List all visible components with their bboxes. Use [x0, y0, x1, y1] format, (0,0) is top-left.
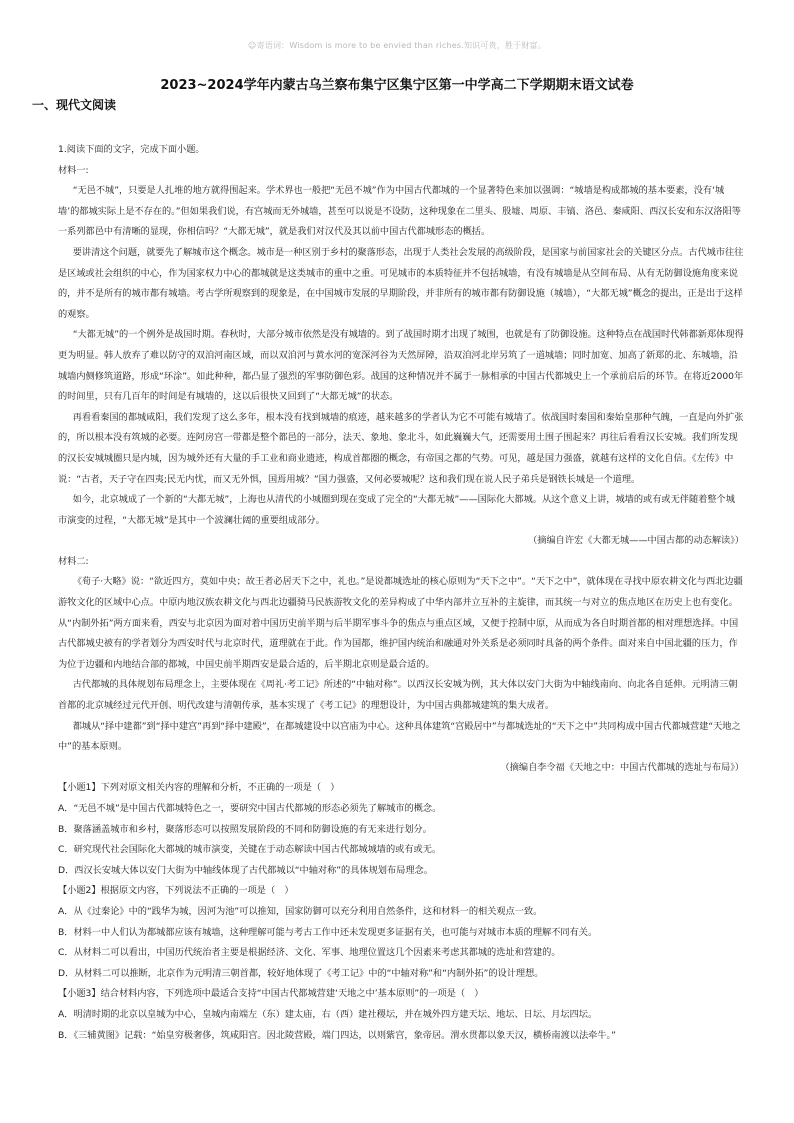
material-one-label: 材料一:	[58, 164, 89, 176]
question-option: D．西汉长安城大体以安门大街为中轴线体现了古代都城以“中轴对称”的具体规划布局理念。	[58, 864, 433, 876]
material-two-paragraph: 都城从“择中建都”到“择中建宫”再到“择中建殿”，在都城建设中以宫庙为中心。这种具体建筑“宫殿居中”与都城选址的“天下之中”共同构成中国古代都城营建“天地之中”的基本原则。	[58, 720, 741, 753]
material-one-paragraph: “无邑不城”，只要是人扎堆的地方就得围起来。学术界也一般把“无邑不城”作为中国古代都城的一个显著特色来加以强调：“城墙是构成都城的基本要素，没有‘城墙’的都城实际上是不存在的。”但如果我们说，有宫城而无外城墙，甚至可以说是不设防，这种现象在二里头、殷墟、周原、丰镐、洛邑、秦咸阳、西汉长安和东汉洛阳等一系列都邑中有清晰的显现，你相信吗？“大都无城”，就是我们对汉代及其以前中国古代都城形态的概括。	[58, 185, 741, 238]
material-two-paragraph: 古代都城的具体规划布局理念上，主要体现在《周礼·考工记》所述的“中轴对称”。以西汉长安城为例，其大体以安门大街为中轴线南向、向北各自延伸。元明清三朝首都的北京城经过元代开创、明代改建与清朝传承，基本实现了《考工记》的理想设计，为中国古典都城建筑的集大成者。	[58, 679, 738, 712]
material-one-source: （摘编自许宏《大都无城——中国古都的动态解读》）	[528, 535, 744, 547]
material-two-label: 材料二:	[58, 555, 89, 567]
page-title: 2023~2024学年内蒙古乌兰察布集宁区集宁区第一中学高二下学期期末语文试卷	[160, 78, 634, 93]
section-heading: 一、现代文阅读	[32, 98, 117, 112]
watermark-text: ☺寄语词：Wisdom is more to be envied than riches.知识可贵，胜于财富。	[248, 41, 546, 50]
question-option: B．《三辅黄图》记载：“始皇穷极奢侈，筑咸阳宫。因北陵营殿，端门四达，以则紫宫，象帝居。渭水贯都以象天汉，横桥南渡以法牵牛。”	[58, 1029, 616, 1041]
material-two-source: （摘编自李令福《天地之中：中国古代都城的选址与布局》）	[500, 761, 744, 773]
document-body	[58, 140, 744, 1046]
question-stem: 【小题1】下列对原文相关内容的理解和分析，不正确的一项是（ ）	[58, 782, 340, 794]
material-two-paragraph: 《荀子·大略》说：“欲近四方，莫如中央；故王者必居天下之中，礼也。”是说都城选址的核心原则为“天下之中”。“天下之中”，就体现在寻找中原农耕文化与西北边疆游牧文化的区域中心点。中原内地汉族农耕文化与西北边疆骑马民族游牧文化的差异构成了中华内部并立互补的主旋律，而其统一与对立的焦点地区在历史上也有变化。从“内制外拓”两方面来看，西安与北京因为面对着中国历史前半期与后半期军事斗争的焦点与重点区域，又便于控制中原，从而成为各自时期首都的相对理想选择。中国古代都城史被有的学者划分为西安时代与北京时代，道理就在于此。作为国都，维护国内统治和融通对外关系是必须同时具备的两个条件。面对来自中国北疆的压力，作为位于边疆和内地结合部的都城，中国史前半期西安是最合适的，后半期北京则是最合适的。	[58, 576, 743, 670]
material-one-paragraph: 如今，北京城成了一个新的“大都无城”，上海也从清代的小城圈到现在变成了完全的“大都无城”——国际化大都城。从这个意义上讲，城墙的或有或无伴随着整个城市演变的过程，“大都无城”是其中一个波澜壮阔的重要组成部分。	[58, 494, 735, 526]
question-stem: 【小题3】结合材料内容，下列选项中最适合支持“中国古代都城营建‘天地之中’基本原则”的一项是（ ）	[58, 988, 484, 1000]
question-option: B．聚落涵盖城市和乡村，聚落形态可以按照发展阶段的不同和防御设施的有无来进行划分。	[58, 823, 432, 835]
question-option: C．研究现代社会国际化大都城的城市演变，关键在于动态解读中国古代都城城墙的或有或无。	[58, 844, 442, 856]
question-option: B．材料一中人们认为都城都应该有城墙，这种理解可能与考古工作中还未发现更多证据有关，也可能与对城市本质的理解不同有关。	[58, 926, 598, 938]
material-one-paragraph: 要讲清这个问题，就要先了解城市这个概念。城市是一种区别于乡村的聚落形态，出现于人类社会发展的高级阶段，是国家与前国家社会的关键区分点。古代城市往往是区域或社会组织的中心，作为国家权力中心的都城就是这类城市的重中之重。可见城市的本质特征并不包括城墙，有没有城墙是从空间布局、从有无防御设施角度来说的，并不是所有的城市都有城墙。考古学所观察到的现象是，在中国城市发展的早期阶段，并非所有的城市都有防御设施（城墙），“大都无城”概念的提出，正是出于这样的观察。	[58, 246, 744, 320]
question-option: A．明清时期的北京以皇城为中心，皇城内南端左（东）建太庙，右（西）建社稷坛，并在城外四方建天坛、地坛、日坛、月坛四坛。	[58, 1008, 598, 1020]
question-stem: 【小题2】根据原文内容，下列说法不正确的一项是（ ）	[58, 885, 294, 897]
question-option: D．从材料二可以推断，北京作为元明清三朝首都，较好地体现了《考工记》中的“中轴对称”和“内制外拓”的设计理想。	[58, 967, 544, 979]
question-option: A．从《过秦论》中的“践华为城，因河为池”可以推知，国家防御可以充分利用自然条件，这和材料一的相关观点一致。	[58, 905, 543, 917]
material-one-paragraph: “大都无城”的一个例外是战国时期。春秋时，大部分城市依然是没有城墙的。到了战国时期才出现了城围，也就是有了防御设施。这种特点在战国时代韩都新郑体现得更为明显。韩人放弃了难以防守的双洎河南区域，而以双洎河与黄水河的宽深河谷为天然屏障，沿双洎河北岸另筑了一道城墙；同时加宽、加高了新郑的北、东城墙，沿城墙内侧修筑道路，形成“环涂”。如此种种，都凸显了强烈的军事防御色彩。战国的这种情况并不属于一脉相承的中国古代都城史上一个承前启后的环节。在将近2000年的时间里，只有几百年的时间是有城墙的，这以后很快又回到了“大都无城”的状态。	[58, 329, 744, 403]
question-option: A．“无邑不城”是中国古代都城特色之一，要研究中国古代都城的形态必须先了解城市的概念。	[58, 803, 442, 814]
question-option: C．从材料二可以看出，中国历代统治者主要是根据经济、文化、军事、地理位置这几个因素来考虑其都城的选址和营建的。	[58, 947, 561, 959]
material-one-paragraph: 再看看秦国的都城咸阳，我们发现了这么多年，根本没有找到城墙的痕迹，越来越多的学者认为它不可能有城墙了。依战国时秦国和秦始皇那种气魄，一直是向外扩张的，所以根本没有筑城的必要。连阿房宫一带都是整个都邑的一部分，法天、象地、象北斗，如此巍巍大气，还需要用土围子围起来？再往后看看汉长安城。我们所发现的汉长安城城圈只是内城，因为城外还有大量的手工业和商业遗迹，构成首都圈的概念，有帝国之都的气势。可见，越是国力强盛，就越有这样的文化自信。《左传》中说：“古者，天子守在四夷;民无内忧，而又无外惧，国焉用城？”国力强盛，又何必要城呢？这和我们现在说人民子弟兵是钢铁长城是一个道理。	[58, 411, 744, 485]
question-instruction: 1.阅读下面的文字，完成下面小题。	[58, 144, 205, 155]
